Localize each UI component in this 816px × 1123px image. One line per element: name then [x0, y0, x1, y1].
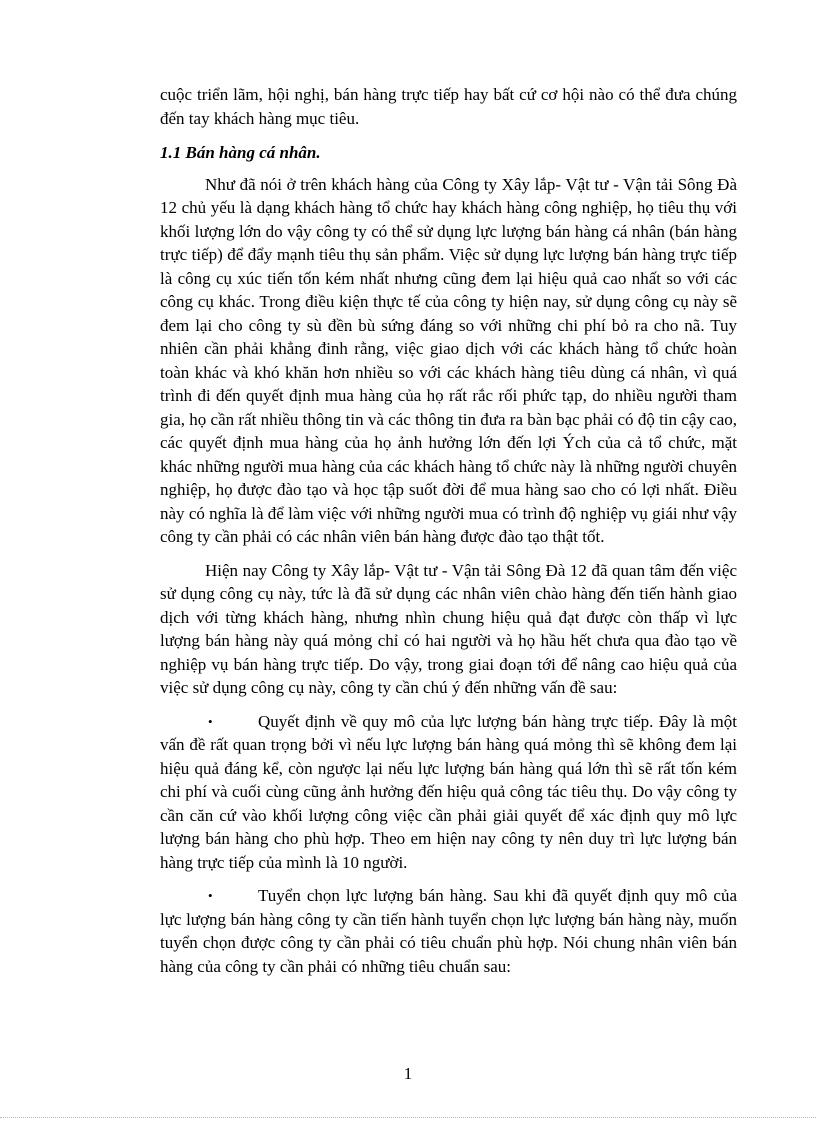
- bullet-text-scale: Quyết định về quy mô của lực lượng bán hàng trực tiếp. Đây là một vấn đề rất quan trọng bởi vì nếu lực lượng bán hàng quá mỏng thì sẽ không đem lại hiệu quả đáng kể, còn ngược lại nếu lực lượng bán hàng quá lớn thì sẽ rất tốn kém chi phí và cuối cùng cũng ảnh hưởng đến hiệu quả công tác tiêu thụ. Do vậy công ty cần căn cứ vào khối lượng công việc cần phải giải quyết để xác định quy mô lực lượng bán hàng cho phù hợp. Theo em hiện nay công ty nên duy trì lực lượng bán hàng trực tiếp của mình là 10 người.: [160, 711, 737, 872]
- page-bottom-divider: [0, 1117, 816, 1118]
- page-content: [160, 83, 737, 978]
- bullet-icon: •: [208, 713, 213, 729]
- section-heading: 1.1 Bán hàng cá nhân.: [160, 143, 321, 162]
- paragraph-current-situation: Hiện nay Công ty Xây lắp- Vật tư - Vận tải Sông Đà 12 đã quan tâm đến việc sử dụng công cụ này, tức là đã sử dụng các nhân viên chào hàng đến tiến hành giao dịch với từng khách hàng, nhưng nhìn chung hiệu quả đạt được còn thấp vì lực lượng bán hàng này quá mỏng chỉ có hai người và họ hầu hết chưa qua đào tạo về nghiệp vụ bán hàng trực tiếp. Do vậy, trong giai đoạn tới để nâng cao hiệu quả của việc sử dụng công cụ này, công ty cần chú ý đến những vấn đề sau:: [160, 560, 737, 697]
- bullet-text-recruitment: Tuyển chọn lực lượng bán hàng. Sau khi đã quyết định quy mô của lực lượng bán hàng công ty cần tiến hành tuyển chọn lực lượng bán hàng này, muốn tuyển chọn được công ty cần phải có tiêu chuẩn phù hợp. Nói chung nhân viên bán hàng của công ty cần phải có những tiêu chuẩn sau:: [160, 886, 737, 976]
- bullet-icon: •: [208, 888, 213, 903]
- page-number: 1: [403, 1064, 413, 1083]
- paragraph-continuation: cuộc triển lãm, hội nghị, bán hàng trực tiếp hay bất cứ cơ hội nào có thể đưa chúng đến tay khách hàng mục tiêu.: [160, 85, 737, 128]
- bullet-item-scale: [160, 710, 737, 875]
- bullet-item-recruitment: [160, 884, 737, 978]
- paragraph-personal-selling: Như đã nói ở trên khách hàng của Công ty Xây lắp- Vật tư - Vận tải Sông Đà 12 chủ yếu là dạng khách hàng tổ chức hay khách hàng công nghiệp, họ tiêu thụ với khối lượng lớn do vậy công ty có thể sử dụng lực lượng bán hàng cá nhân (bán hàng trực tiếp) để đẩy mạnh tiêu thụ sản phẩm. Việc sử dụng lực lượng bán hàng trực tiếp là công cụ xúc tiến tốn kém nhất nhưng cũng đem lại hiệu quả cao nhất so với các công cụ khác. Trong điều kiện thực tế của công ty hiện nay, sử dụng công cụ này sẽ đem lại cho công ty sù đền bù sứng đáng so với những chi phí bỏ ra cho nã. Tuy nhiên cần phải khẳng đinh rằng, việc giao dịch với các khách hàng tổ chức hoàn toàn khác và khó khăn hơn nhiều so với các khách hàng tiêu dùng cá nhân, vì quá trình đi đến quyết định mua hàng của họ rất rắc rối phức tạp, do nhiều người tham gia, họ cần rất nhiều thông tin và các thông tin đưa ra bàn bạc phải có độ tin cậy cao, các quyết định mua hàng của họ ảnh hưởng lớn đến lợi Ých của cả tổ chức, mặt khác những người mua hàng của các khách hàng tổ chức này là những người chuyên nghiệp, họ được đào tạo và học tập suốt đời để mua hàng sao cho có lợi nhất. Điều này có nghĩa là để làm việc với những người mua có trình độ nghiệp vụ giái như vậy công ty cần phải có các nhân viên bán hàng được đào tạo thật tốt.: [160, 174, 737, 546]
